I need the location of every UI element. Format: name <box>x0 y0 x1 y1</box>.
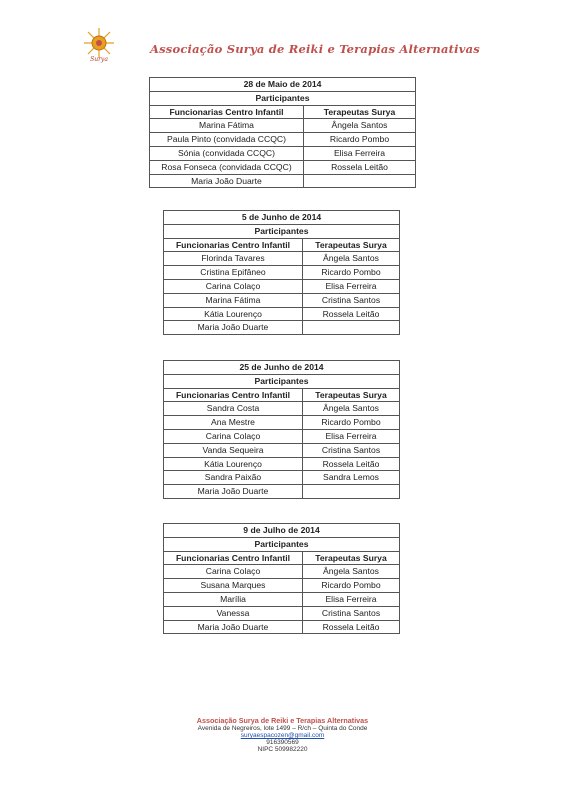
staff-cell: Sónia (convidada CCQC) <box>150 146 304 160</box>
staff-cell: Sandra Paixão <box>164 471 303 485</box>
therapist-cell: Rossela Leitão <box>303 307 400 321</box>
staff-cell: Florinda Tavares <box>164 252 303 266</box>
table-row <box>164 485 400 499</box>
table-row <box>150 146 416 160</box>
table-row <box>150 133 416 147</box>
staff-cell: Carina Colaço <box>164 429 303 443</box>
staff-cell: Maria João Duarte <box>150 174 304 188</box>
therapist-cell: Sandra Lemos <box>303 471 400 485</box>
staff-cell: Carina Colaço <box>164 279 303 293</box>
footer-nipc: NIPC 509982220 <box>257 746 308 753</box>
session-date: 25 de Junho de 2014 <box>164 361 400 375</box>
therapist-cell <box>303 321 400 335</box>
table-row <box>164 443 400 457</box>
footer-email-link[interactable]: suryaespacozen@gmail.com <box>240 732 325 739</box>
table-row <box>164 279 400 293</box>
session-date: 5 de Junho de 2014 <box>164 211 400 225</box>
staff-cell: Vanda Sequeira <box>164 443 303 457</box>
session-table-1 <box>149 77 416 188</box>
column-header-therapists: Terapeutas Surya <box>303 551 400 565</box>
staff-cell: Sandra Costa <box>164 402 303 416</box>
column-header-staff: Funcionarias Centro Infantil <box>164 238 303 252</box>
staff-cell: Vanessa <box>164 606 303 620</box>
staff-cell: Rosa Fonseca (convidada CCQC) <box>150 160 304 174</box>
therapist-cell: Ângela Santos <box>304 119 416 133</box>
column-header-therapists: Terapeutas Surya <box>304 105 416 119</box>
session-subtitle: Participantes <box>164 224 400 238</box>
staff-cell: Marina Fátima <box>150 119 304 133</box>
therapist-cell <box>304 174 416 188</box>
logo-text: Surya <box>90 56 108 63</box>
table-row <box>164 293 400 307</box>
footer-title: Associação Surya de Reiki e Terapias Alternativas <box>196 716 369 725</box>
therapist-cell: Ricardo Pombo <box>303 416 400 430</box>
table-row <box>164 321 400 335</box>
therapist-cell: Rossela Leitão <box>303 457 400 471</box>
column-header-staff: Funcionarias Centro Infantil <box>164 551 303 565</box>
session-table-4 <box>163 523 400 634</box>
therapist-cell: Ricardo Pombo <box>304 133 416 147</box>
therapist-cell: Ângela Santos <box>303 402 400 416</box>
therapist-cell <box>303 485 400 499</box>
staff-cell: Paula Pinto (convidada CCQC) <box>150 133 304 147</box>
staff-cell: Marília <box>164 592 303 606</box>
therapist-cell: Ricardo Pombo <box>303 579 400 593</box>
session-date: 9 de Julho de 2014 <box>164 524 400 538</box>
table-row <box>164 429 400 443</box>
staff-cell: Susana Marques <box>164 579 303 593</box>
table-row <box>164 471 400 485</box>
table-row <box>164 402 400 416</box>
staff-cell: Maria João Duarte <box>164 321 303 335</box>
table-row <box>164 592 400 606</box>
footer-address: Avenida de Negreiros, lote 1499 – R/ch – Quinta do Conde <box>197 725 368 732</box>
table-row <box>164 457 400 471</box>
staff-cell: Carina Colaço <box>164 565 303 579</box>
table-row <box>164 307 400 321</box>
staff-cell: Kátia Lourenço <box>164 457 303 471</box>
therapist-cell: Ângela Santos <box>303 252 400 266</box>
staff-cell: Marina Fátima <box>164 293 303 307</box>
staff-cell: Cristina Epifâneo <box>164 266 303 280</box>
table-row <box>164 606 400 620</box>
table-row <box>164 266 400 280</box>
therapist-cell: Elisa Ferreira <box>303 592 400 606</box>
table-row <box>150 174 416 188</box>
therapist-cell: Elisa Ferreira <box>304 146 416 160</box>
table-row <box>150 119 416 133</box>
therapist-cell: Rossela Leitão <box>303 620 400 634</box>
therapist-cell: Elisa Ferreira <box>303 279 400 293</box>
table-row <box>150 160 416 174</box>
session-subtitle: Participantes <box>150 91 416 105</box>
therapist-cell: Elisa Ferreira <box>303 429 400 443</box>
session-date: 28 de Maio de 2014 <box>150 78 416 92</box>
staff-cell: Kátia Lourenço <box>164 307 303 321</box>
session-subtitle: Participantes <box>164 537 400 551</box>
staff-cell: Maria João Duarte <box>164 485 303 499</box>
column-header-therapists: Terapeutas Surya <box>303 238 400 252</box>
therapist-cell: Cristina Santos <box>303 293 400 307</box>
organization-title: Associação Surya de Reiki e Terapias Alternativas <box>150 42 480 56</box>
therapist-cell: Ricardo Pombo <box>303 266 400 280</box>
column-header-therapists: Terapeutas Surya <box>303 388 400 402</box>
column-header-staff: Funcionarias Centro Infantil <box>164 388 303 402</box>
table-row <box>164 565 400 579</box>
table-row <box>164 620 400 634</box>
therapist-cell: Ângela Santos <box>303 565 400 579</box>
therapist-cell: Rossela Leitão <box>304 160 416 174</box>
footer <box>0 716 565 753</box>
table-row <box>164 252 400 266</box>
session-subtitle: Participantes <box>164 374 400 388</box>
column-header-staff: Funcionarias Centro Infantil <box>150 105 304 119</box>
staff-cell: Maria João Duarte <box>164 620 303 634</box>
therapist-cell: Cristina Santos <box>303 606 400 620</box>
table-row <box>164 416 400 430</box>
staff-cell: Ana Mestre <box>164 416 303 430</box>
table-row <box>164 579 400 593</box>
therapist-cell: Cristina Santos <box>303 443 400 457</box>
footer-phone: 916390569 <box>266 739 299 746</box>
session-table-3 <box>163 360 400 499</box>
session-table-2 <box>163 210 400 335</box>
